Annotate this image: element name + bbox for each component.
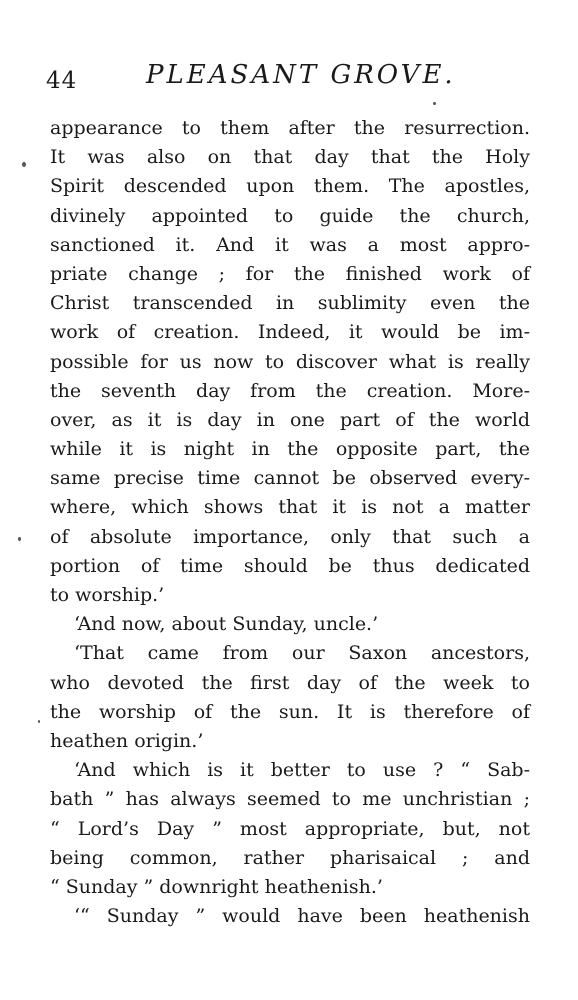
running-head: PLEASANT GROVE. (146, 60, 456, 90)
ink-speck (22, 162, 26, 167)
page-number: 44 (46, 68, 78, 94)
text-line: Christ transcended in sublimity even the (50, 292, 530, 315)
ink-speck (433, 102, 436, 105)
ink-speck (18, 537, 21, 541)
text-line: appearance to them after the resurrection. (50, 117, 530, 139)
text-line: heathen origin.’ (50, 729, 204, 752)
text-line: ‘“ Sunday ” would have been heathenish (74, 905, 530, 928)
text-line: It was also on that day that the Holy (50, 146, 530, 169)
text-line: portion of time should be thus dedicated (50, 554, 530, 577)
text-line: bath ” has always seemed to me unchristian ; (50, 788, 530, 811)
text-line: ‘And now, about Sunday, uncle.’ (74, 613, 379, 636)
text-line: same precise time cannot be observed every- (50, 467, 530, 490)
text-line: sanctioned it. And it was a most appro- (50, 233, 530, 256)
text-line: over, as it is day in one part of the world (50, 408, 530, 431)
text-line: of absolute importance, only that such a (50, 525, 530, 548)
text-line: “ Lord’s Day ” most appropriate, but, not (50, 817, 530, 840)
text-line: possible for us now to discover what is really (50, 350, 530, 373)
text-line: ‘And which is it better to use ? “ Sab- (74, 759, 530, 782)
text-line: while it is night in the opposite part, the (50, 438, 530, 461)
body-text (50, 114, 530, 931)
text-line: ‘That came from our Saxon ancestors, (74, 642, 530, 665)
text-line: the seventh day from the creation. More- (50, 379, 530, 402)
text-line: work of creation. Indeed, it would be im- (50, 321, 530, 344)
text-line: where, which shows that it is not a matter (50, 496, 530, 519)
text-line: Spirit descended upon them. The apostles, (50, 175, 530, 198)
text-line: divinely appointed to guide the church, (50, 204, 530, 227)
text-line: who devoted the first day of the week to (50, 671, 530, 694)
text-line: “ Sunday ” downright heathenish.’ (50, 875, 383, 898)
page-header (46, 60, 536, 100)
text-line: priate change ; for the finished work of (50, 262, 530, 285)
text-line: to worship.’ (50, 584, 165, 606)
ink-speck (38, 720, 40, 723)
text-line: being common, rather pharisaical ; and (50, 846, 530, 869)
text-line: the worship of the sun. It is therefore of (50, 700, 530, 723)
